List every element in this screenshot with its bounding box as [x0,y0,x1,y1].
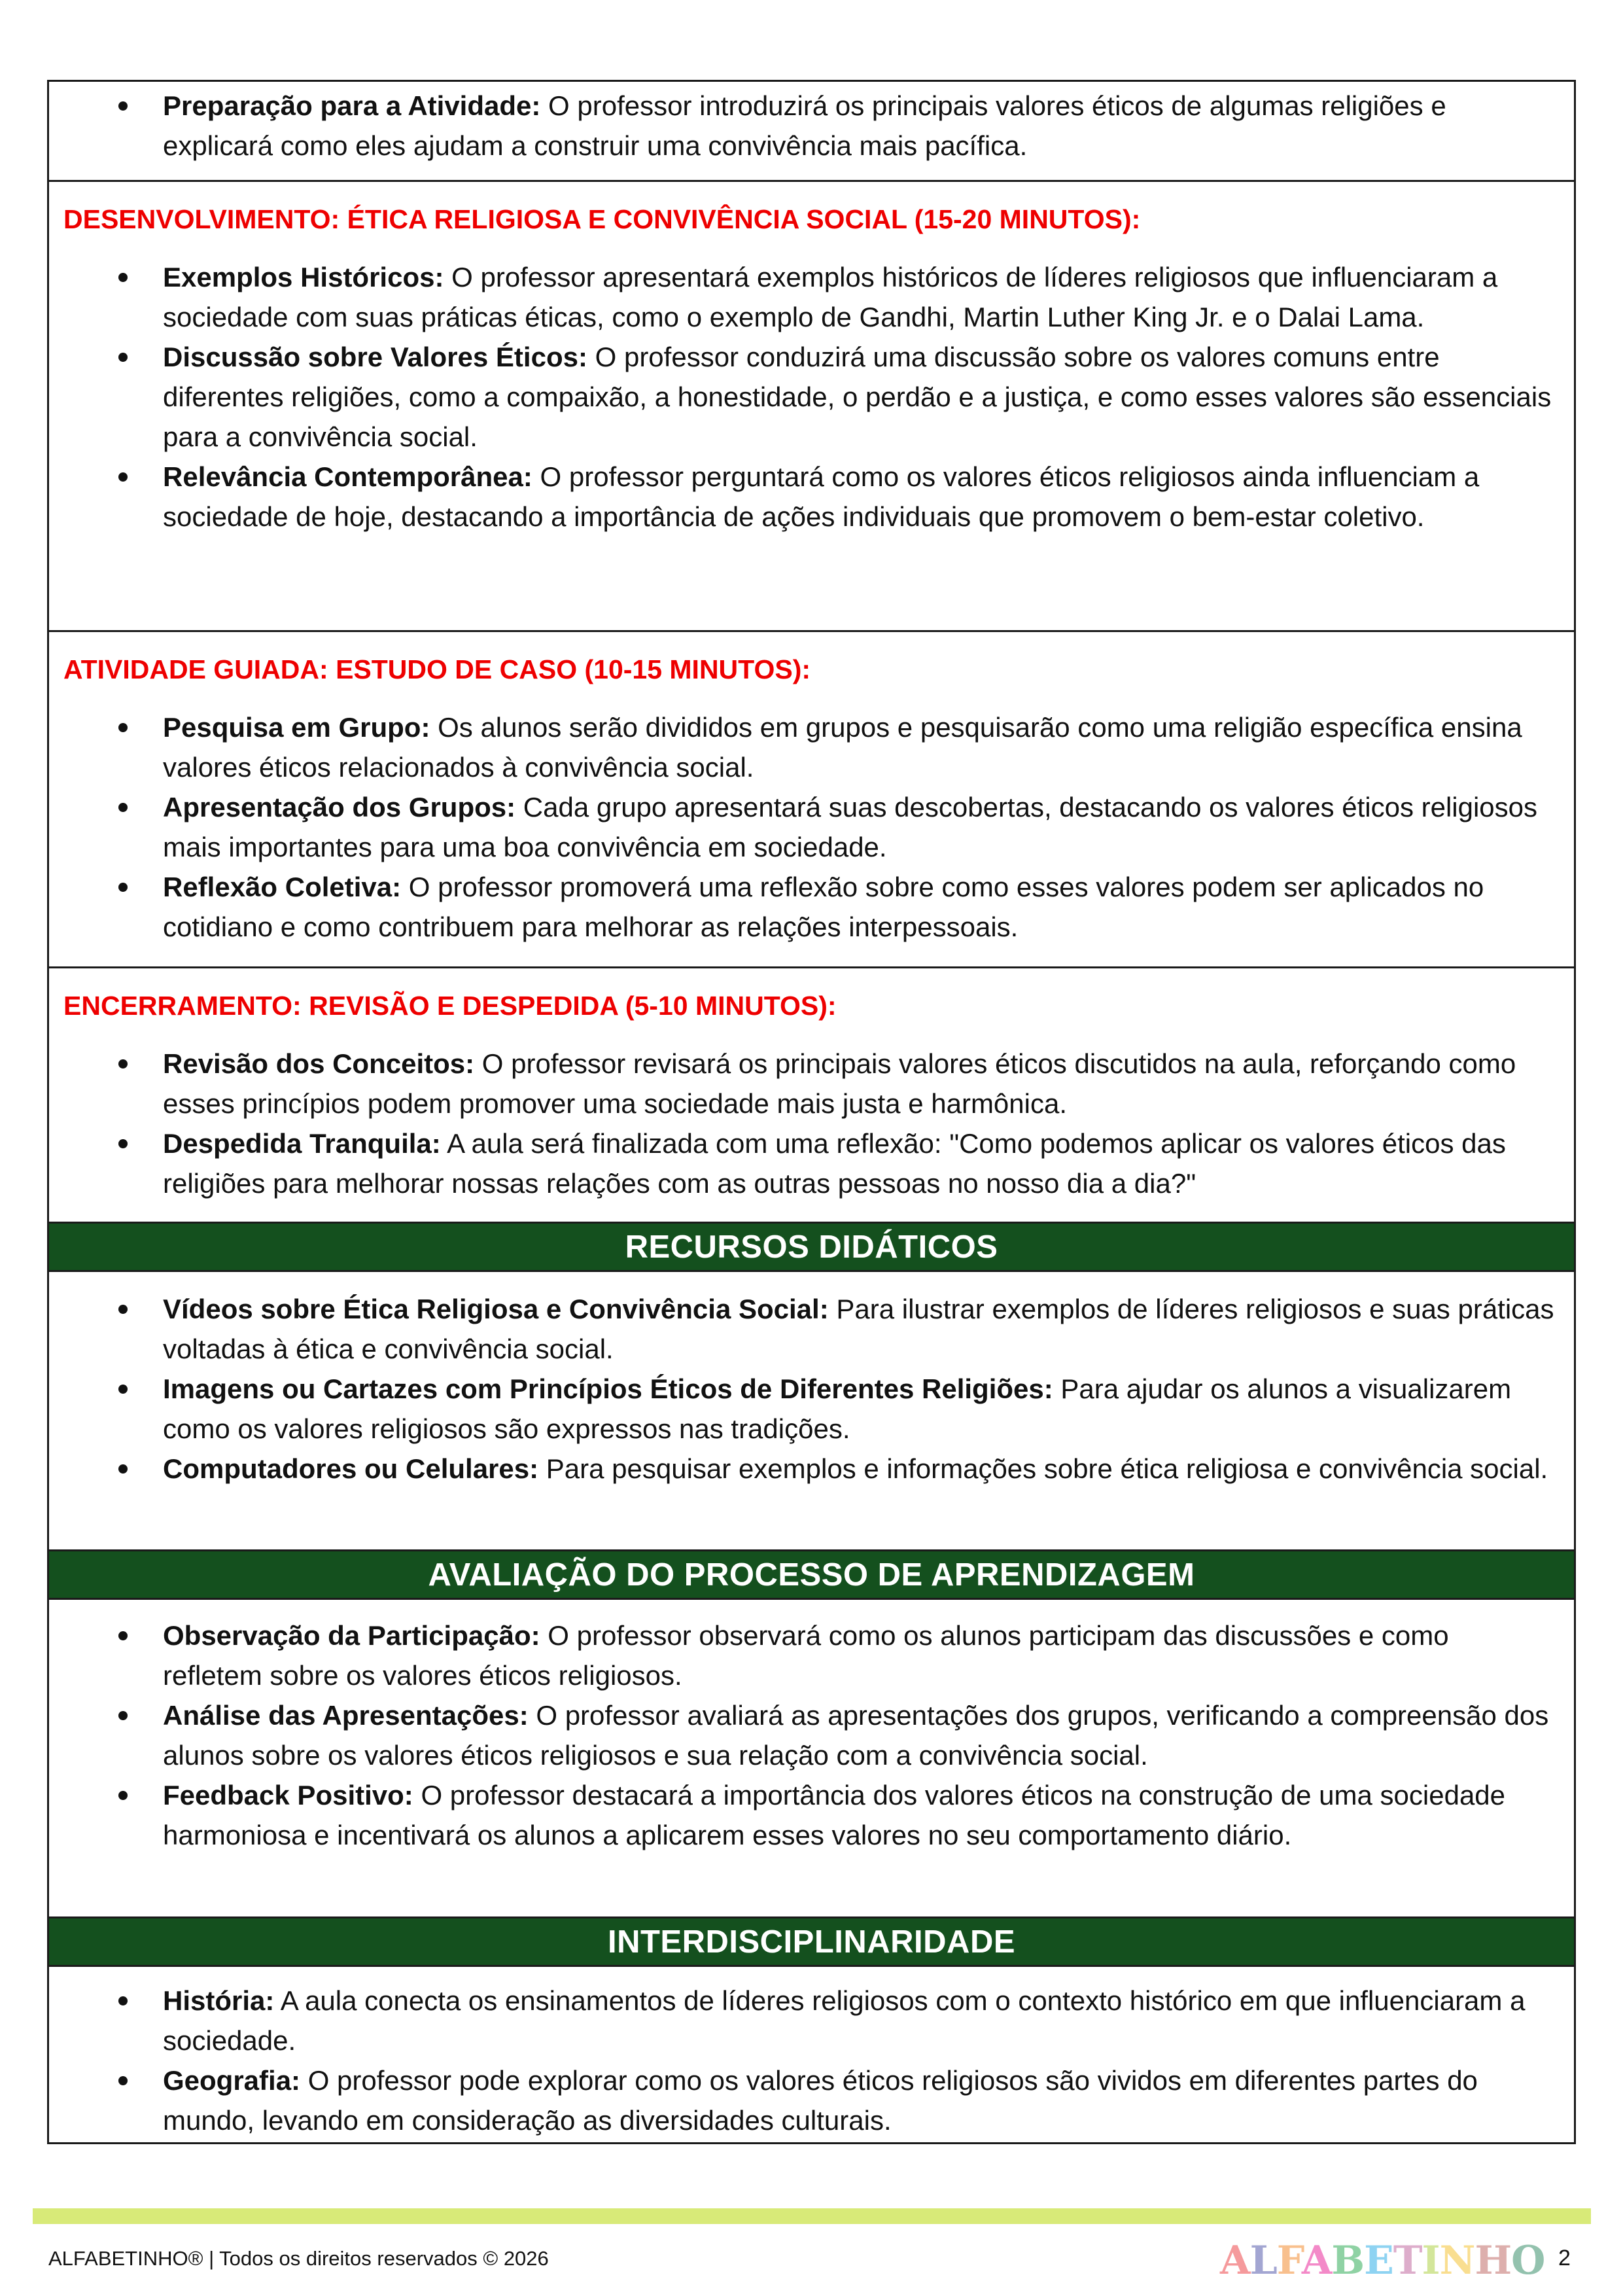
item-title: Feedback Positivo: [163,1780,413,1810]
desenvolvimento-list [49,257,1574,537]
logo-letter: H [1475,2238,1512,2284]
list-item [49,707,1574,787]
list-item [49,1289,1574,1369]
avaliacao-list [49,1616,1574,1855]
section-band-interdisciplinaridade [49,1916,1574,1967]
item-text: A aula conecta os ensinamentos de líderes religiosos com o contexto histórico em que influenciaram a sociedade. [163,1985,1526,2056]
section-band-recursos [49,1222,1574,1272]
logo-letter: L [1249,2238,1277,2284]
item-text: O professor conduzirá uma discussão sobre os valores comuns entre diferentes religiões, como a compaixão, a honestidade, o perdão e a justiça, e como esses valores são essenciais para a convivência social. [163,342,1552,452]
item-text: O professor promoverá uma reflexão sobre como esses valores podem ser aplicados no cotidiano e como contribuem para melhorar as relações interpessoais. [163,872,1484,942]
item-title: Apresentação dos Grupos: [163,792,516,822]
bullet-icon [118,1059,128,1069]
item-title: Observação da Participação: [163,1620,540,1651]
item-text: O professor observará como os alunos participam das discussões e como refletem sobre os valores éticos religiosos. [163,1620,1449,1691]
bullet-icon [118,1996,128,2005]
item-title: Geografia: [163,2065,301,2096]
item-title: Revisão dos Conceitos: [163,1048,475,1079]
bullet-icon [118,101,128,111]
item-title: Discussão sobre Valores Éticos: [163,342,587,372]
item-title: Computadores ou Celulares: [163,1453,539,1484]
item-text: Para pesquisar exemplos e informações sobre ética religiosa e convivência social. [538,1453,1548,1484]
bullet-icon [118,803,128,812]
lesson-plan-table [47,80,1576,2144]
list-item [49,1616,1574,1695]
logo-letter: T [1393,2238,1422,2284]
list-item [49,867,1574,947]
section-atividade-guiada [49,630,1574,968]
item-title: Relevância Contemporânea: [163,461,532,492]
logo-letter: O [1511,2238,1545,2284]
item-text: A aula será finalizada com uma reflexão: "Como podemos aplicar os valores éticos das religiões para melhorar nossas relações com as outras pessoas no nosso dia a dia?" [163,1128,1506,1199]
item-title: Preparação para a Atividade: [163,90,541,121]
encerramento-list [49,1044,1574,1203]
item-text: O professor introduzirá os principais valores éticos de algumas religiões e explicará como eles ajudam a construir uma convivência mais pacífica. [163,90,1446,161]
list-item [49,86,1574,166]
footer-divider-bar [33,2208,1591,2224]
item-text: O professor apresentará exemplos históricos de líderes religiosos que influenciaram a sociedade com suas práticas éticas, como o exemplo de Gandhi, Martin Luther King Jr. e o Dalai Lama. [163,262,1498,332]
list-item [49,1775,1574,1855]
logo-letter: F [1276,2238,1302,2284]
logo-letter: E [1364,2238,1393,2284]
bullet-icon [118,472,128,482]
item-title: Exemplos Históricos: [163,262,444,292]
list-item [49,1695,1574,1775]
bullet-icon [118,1305,128,1314]
section-desenvolvimento [49,180,1574,632]
list-item [49,457,1574,537]
list-item [49,337,1574,457]
item-text: Para ajudar os alunos a visualizarem como os valores religiosos são expressos nas tradições. [163,1373,1512,1444]
item-title: Vídeos sobre Ética Religiosa e Convivência Social: [163,1294,829,1324]
preparacao-list [49,86,1574,166]
bullet-icon [118,1385,128,1394]
list-item [49,787,1574,867]
interdisciplinaridade-list [49,1981,1574,2140]
section-encerramento [49,966,1574,1224]
bullet-icon [118,1139,128,1148]
list-item [49,1123,1574,1203]
list-item [49,2060,1574,2140]
section-preparacao [49,82,1574,182]
item-title: Análise das Apresentações: [163,1700,529,1731]
bullet-icon [118,353,128,362]
list-item [49,1449,1574,1489]
item-text: O professor perguntará como os valores éticos religiosos ainda influenciam a sociedade de hoje, destacando a importância de ações individuais que promovem o bem-estar coletivo. [163,461,1480,532]
bullet-icon [118,1631,128,1640]
band-title: AVALIAÇÃO DO PROCESSO DE APRENDIZAGEM [428,1557,1195,1593]
item-title: Pesquisa em Grupo: [163,712,430,743]
item-title: Despedida Tranquila: [163,1128,441,1159]
section-heading: ENCERRAMENTO: REVISÃO E DESPEDIDA (5-10 MINUTOS): [63,991,837,1021]
band-title: RECURSOS DIDÁTICOS [625,1229,998,1265]
band-title: INTERDISCIPLINARIDADE [607,1924,1016,1960]
item-text: Cada grupo apresentará suas descobertas, destacando os valores éticos religiosos mais importantes para uma boa convivência em sociedade. [163,792,1538,862]
bullet-icon [118,723,128,732]
list-item [49,1981,1574,2060]
logo-letter: B [1331,2238,1365,2284]
recursos-list [49,1289,1574,1489]
logo-letter: N [1439,2238,1475,2284]
section-band-avaliacao [49,1549,1574,1600]
item-text: O professor avaliará as apresentações dos grupos, verificando a compreensão dos alunos sobre os valores éticos religiosos e sua relação com a convivência social. [163,1700,1549,1771]
alfabetinho-logo [1220,2238,1544,2284]
list-item [49,1044,1574,1123]
bullet-icon [118,1791,128,1800]
item-title: História: [163,1985,275,2016]
page-number: 2 [1558,2246,1571,2270]
item-text: O professor revisará os principais valores éticos discutidos na aula, reforçando como esses princípios podem promover uma sociedade mais justa e harmônica. [163,1048,1516,1119]
bullet-icon [118,883,128,892]
bullet-icon [118,273,128,282]
item-text: Para ilustrar exemplos de líderes religiosos e suas práticas voltadas à ética e convivência social. [163,1294,1554,1364]
section-heading: DESENVOLVIMENTO: ÉTICA RELIGIOSA E CONVIVÊNCIA SOCIAL (15-20 MINUTOS): [63,204,1141,234]
bullet-icon [118,2076,128,2085]
section-heading: ATIVIDADE GUIADA: ESTUDO DE CASO (10-15 MINUTOS): [63,654,811,684]
item-text: Os alunos serão divididos em grupos e pesquisarão como uma religião específica ensina valores éticos relacionados à convivência social. [163,712,1522,783]
logo-letter: I [1422,2238,1440,2284]
footer-copyright: ALFABETINHO® | Todos os direitos reservados © 2026 [48,2247,549,2270]
bullet-icon [118,1464,128,1474]
logo-letter: A [1301,2238,1332,2284]
list-item [49,1369,1574,1449]
item-text: O professor pode explorar como os valores éticos religiosos são vividos em diferentes partes do mundo, levando em consideração as diversidades culturais. [163,2065,1478,2136]
atividade-list [49,707,1574,947]
list-item [49,257,1574,337]
item-title: Reflexão Coletiva: [163,872,402,902]
logo-letter: A [1220,2238,1250,2284]
item-text: O professor destacará a importância dos valores éticos na construção de uma sociedade harmoniosa e incentivará os alunos a aplicarem esses valores no seu comportamento diário. [163,1780,1506,1850]
item-title: Imagens ou Cartazes com Princípios Éticos de Diferentes Religiões: [163,1373,1053,1404]
bullet-icon [118,1711,128,1720]
